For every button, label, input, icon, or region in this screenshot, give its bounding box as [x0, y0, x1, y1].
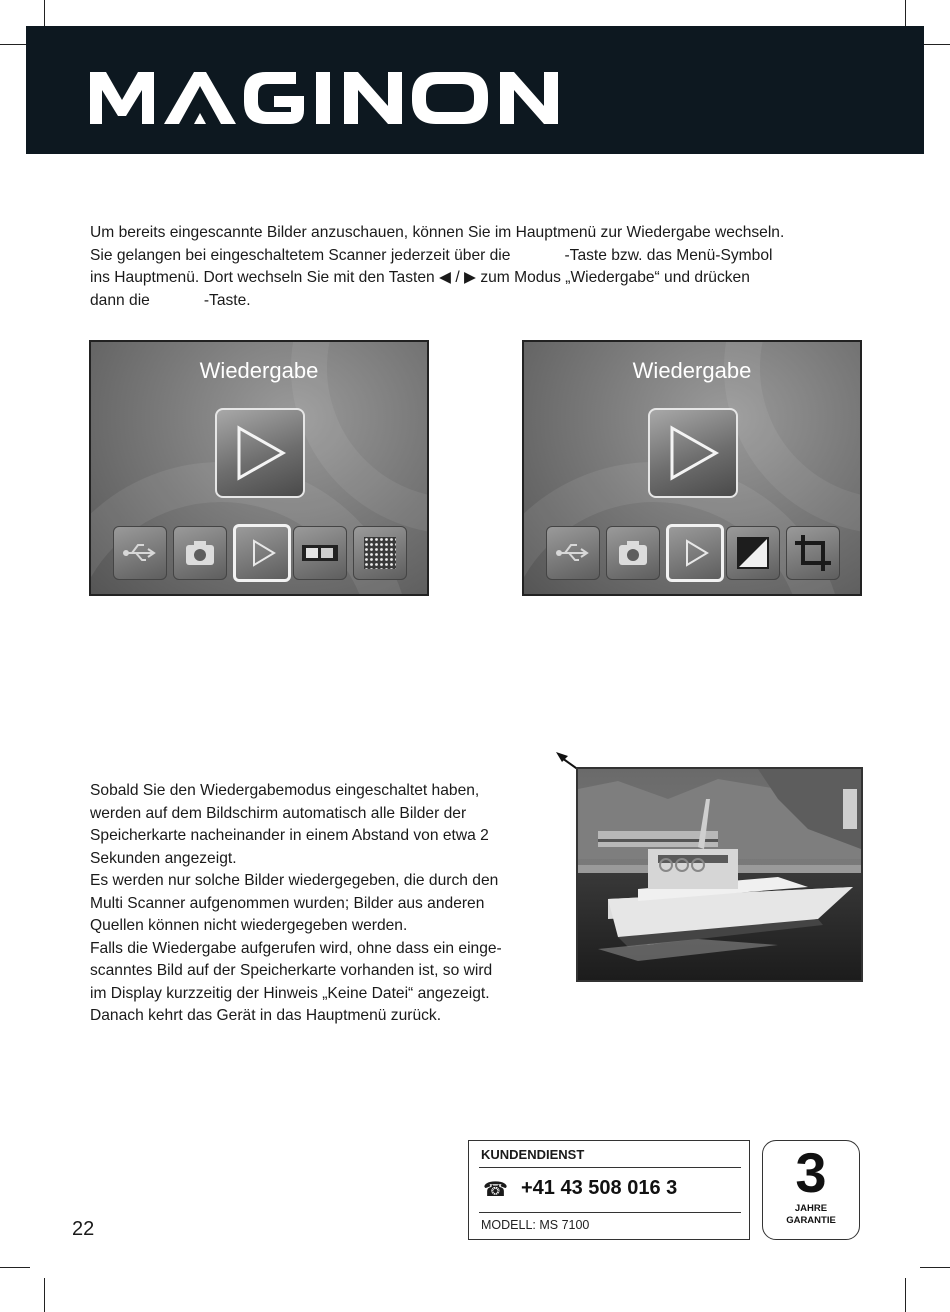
guarantee-years: 3 — [795, 1141, 827, 1204]
big-play-icon — [215, 408, 305, 498]
phone-icon: ☎ — [483, 1177, 508, 1201]
play-icon[interactable] — [233, 524, 291, 582]
intro-line: Um bereits eingescannte Bilder anzuschauen, können Sie im Hauptmenü zur Wiedergabe wechseln. — [90, 224, 785, 241]
intro-line: Sie gelangen bei eingeschaltetem Scanner jederzeit über die -Taste bzw. das Menü-Symbol — [90, 246, 773, 264]
crop-mark — [920, 44, 950, 45]
paragraph-line: Quellen können nicht wiedergegeben werden. — [90, 917, 408, 934]
paragraph-line: Sobald Sie den Wiedergabemodus eingeschaltet haben, — [90, 782, 480, 799]
contrast-icon[interactable] — [726, 526, 780, 580]
screen-title: Wiedergabe — [199, 358, 319, 383]
crop-mark — [0, 1267, 30, 1268]
paragraph-line: Multi Scanner aufgenommen wurden; Bilder aus anderen — [90, 894, 485, 912]
phone-number: +41 43 508 016 3 — [521, 1177, 678, 1199]
service-title: KUNDENDIENST — [481, 1147, 585, 1162]
paragraph-line: werden auf dem Bildschirm automatisch alle Bilder der — [90, 804, 467, 822]
intro-line: dann die -Taste. — [90, 291, 251, 309]
usb-icon[interactable] — [546, 526, 600, 580]
divider — [479, 1167, 741, 1168]
paragraph-line: im Display kurzzeitig der Hinweis „Keine Datei“ angezeigt. — [90, 984, 490, 1002]
playback-menu-screen-1 — [89, 340, 429, 596]
camera-icon[interactable] — [606, 526, 660, 580]
screen-title: Wiedergabe — [632, 358, 752, 383]
boat-photo-image — [578, 769, 861, 980]
crop-mark — [905, 1278, 906, 1312]
crop-mark — [44, 1278, 45, 1312]
crop-mark — [920, 1267, 950, 1268]
model-number: MODELL: MS 7100 — [481, 1218, 590, 1232]
camera-icon[interactable] — [173, 526, 227, 580]
paragraph-line: Es werden nur solche Bilder wiedergegeben, die durch den — [90, 872, 499, 889]
customer-service-box — [468, 1140, 750, 1240]
paragraph-line: Speicherkarte nacheinander in einem Abstand von etwa 2 — [90, 827, 489, 844]
maginon-logo — [90, 70, 584, 126]
big-play-icon — [648, 408, 738, 498]
paragraph-line: Sekunden angezeigt. — [90, 849, 237, 867]
guarantee-label: JAHRE — [794, 1203, 828, 1214]
film-icon[interactable] — [293, 526, 347, 580]
page-number: 22 — [72, 1218, 95, 1240]
dots-pattern-icon[interactable] — [353, 526, 407, 580]
intro-paragraph — [90, 222, 870, 312]
divider — [479, 1212, 741, 1213]
playback-paragraph — [90, 780, 552, 1028]
guarantee-label: GARANTIE — [786, 1215, 836, 1226]
play-icon[interactable] — [666, 524, 724, 582]
paragraph-line: scanntes Bild auf der Speicherkarte vorhanden ist, so wird — [90, 962, 493, 979]
guarantee-badge — [762, 1140, 860, 1240]
paragraph-line: Falls die Wiedergabe aufgerufen wird, ohne dass ein einge- — [90, 939, 502, 957]
header-banner — [26, 26, 924, 154]
playback-menu-screen-2 — [522, 340, 862, 596]
boat-photo — [576, 767, 863, 982]
paragraph-line: Danach kehrt das Gerät in das Hauptmenü zurück. — [90, 1007, 442, 1024]
usb-icon[interactable] — [113, 526, 167, 580]
crop-icon[interactable] — [786, 526, 840, 580]
intro-line: ins Hauptmenü. Dort wechseln Sie mit den Tasten ◀ / ▶ zum Modus „Wiedergabe“ und drücken — [90, 269, 750, 286]
